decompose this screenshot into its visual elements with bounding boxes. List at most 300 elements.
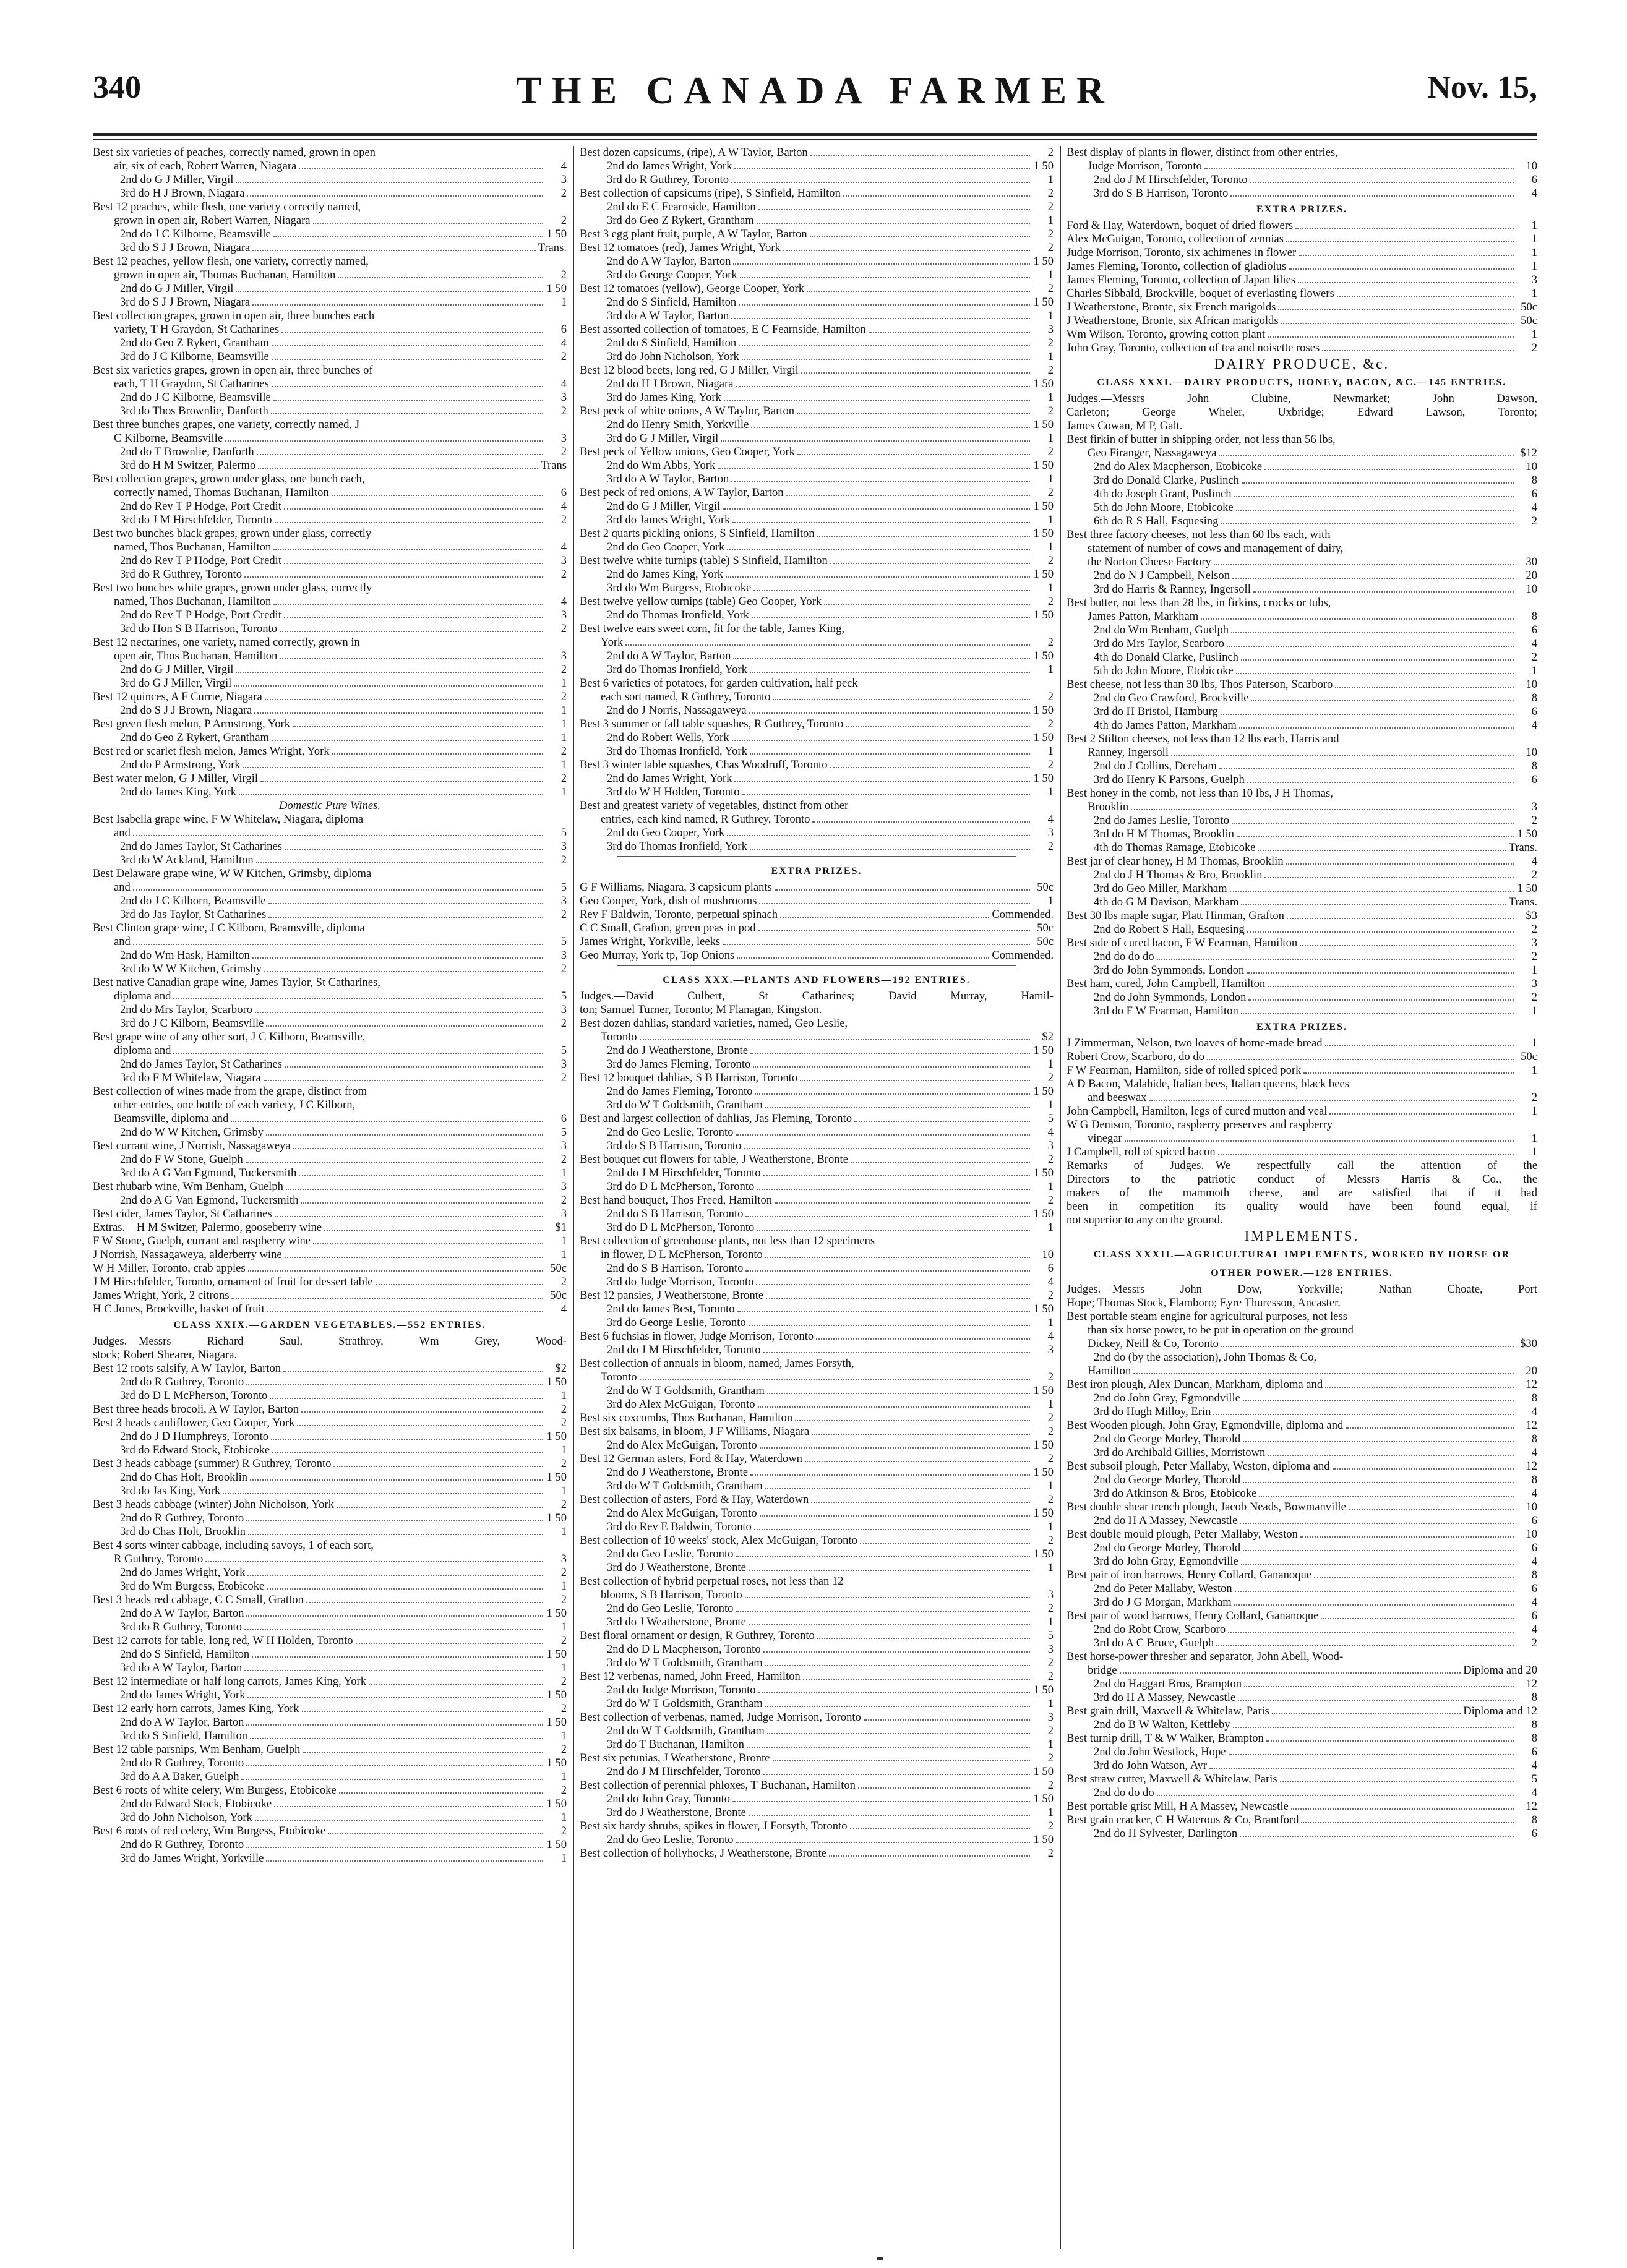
leader-dots	[830, 563, 1030, 564]
prize-entry-placing	[93, 1757, 567, 1770]
prize-amount: 6	[1531, 1745, 1537, 1758]
entry-text: James Fleming, Toronto, collection of gladiolus	[1067, 260, 1287, 273]
prize-entry-placing	[580, 1602, 1054, 1615]
prize-entry-placing	[580, 160, 1054, 173]
leader-dots	[732, 740, 1030, 741]
leader-dots	[303, 1752, 543, 1753]
entry-text: 2nd do John Gray, Toronto	[607, 1792, 731, 1805]
prize-amount: 2	[1047, 636, 1054, 649]
leader-dots	[737, 1311, 1031, 1312]
judges-text	[93, 1335, 567, 1348]
leader-dots	[243, 767, 543, 768]
prize-entry	[1067, 1609, 1537, 1623]
prize-entry-placing	[580, 350, 1054, 364]
prize-amount: 1	[1531, 664, 1537, 677]
prize-amount: 3	[560, 554, 567, 567]
prize-entry-placing	[580, 663, 1054, 677]
prize-amount: 2	[1047, 1724, 1054, 1737]
prize-amount: 1 50	[1517, 882, 1537, 895]
prize-amount: 1 50	[1033, 418, 1054, 431]
prize-entry-placing	[1067, 1473, 1537, 1487]
entry-text: 3rd do J Weatherstone, Bronte	[607, 1561, 746, 1574]
judges-text	[580, 990, 1054, 1003]
prize-entry-placing	[580, 1697, 1054, 1711]
leader-dots	[272, 740, 543, 741]
prize-entry-placing	[93, 568, 567, 581]
prize-amount: 4	[560, 160, 567, 173]
leader-dots	[1213, 1414, 1514, 1415]
prize-amount: 2	[560, 1275, 567, 1288]
leader-dots	[752, 617, 1030, 618]
entry-text: Best 12 peaches, white flesh, one variety correctly named,	[93, 200, 361, 213]
entry-text: John Campbell, Hamilton, legs of cured mutton and veal	[1067, 1105, 1328, 1118]
prize-entry-continued	[93, 486, 567, 500]
entry-text: Best 12 tomatoes (red), James Wright, York	[580, 241, 781, 254]
prize-amount: 2	[560, 1017, 567, 1030]
leader-dots	[283, 1371, 543, 1372]
entry-text: 3rd do Thomas Ironfield, York	[607, 745, 747, 758]
prize-amount: 2	[560, 513, 567, 526]
leader-dots	[1299, 255, 1514, 256]
prize-entry-continued	[580, 690, 1054, 704]
prize-entry	[580, 894, 1054, 908]
entry-text: open air, Thos Buchanan, Hamilton	[114, 649, 278, 662]
leader-dots	[1333, 1468, 1514, 1470]
leader-dots	[1272, 1713, 1461, 1714]
leader-dots	[1157, 1795, 1514, 1796]
text-line: Judges.—Messrs John Clubine, Newmarket; John Dawson,	[1067, 392, 1537, 405]
leader-dots	[739, 304, 1030, 306]
prize-entry	[1067, 1050, 1537, 1064]
leader-dots	[1286, 863, 1514, 865]
prize-entry	[580, 187, 1054, 200]
prize-amount: 20	[1526, 569, 1537, 582]
leader-dots	[1229, 1754, 1514, 1755]
prize-amount: 4	[1531, 1786, 1537, 1799]
entry-text: in flower, D L McPherson, Toronto	[601, 1248, 763, 1261]
prize-entry-placing	[1067, 1786, 1537, 1800]
entry-text: Best Clinton grape wine, J C Kilborn, Beamsville, diploma	[93, 922, 365, 935]
leader-dots	[231, 1298, 543, 1299]
leader-dots	[1280, 1781, 1514, 1782]
entry-text: Judge Morrison, Toronto	[1088, 160, 1202, 173]
entry-text: Best collection grapes, grown in open air, three bunches each	[93, 309, 375, 322]
prize-entry	[580, 935, 1054, 949]
entry-text: Best collection of 10 weeks' stock, Alex McGuigan, Toronto	[580, 1534, 857, 1547]
entry-text: Extras.—H M Switzer, Palermo, gooseberry wine	[93, 1221, 322, 1234]
prize-entry	[93, 922, 567, 935]
prize-entry	[1067, 1500, 1537, 1514]
prize-amount: 1	[1047, 894, 1054, 907]
prize-amount: 2	[1047, 187, 1054, 200]
entry-text: named, Thos Buchanan, Hamilton	[114, 541, 272, 554]
entry-text: Best 12 table parsnips, Wm Benham, Guelph	[93, 1743, 301, 1756]
prize-amount: 8	[1531, 1432, 1537, 1445]
prize-entry-placing	[580, 1384, 1054, 1398]
entry-text: Ford & Hay, Waterdown, boquet of dried flowers	[1067, 219, 1294, 232]
prize-entry-placing	[580, 1166, 1054, 1180]
prize-amount: 1 50	[546, 1838, 567, 1851]
prize-entry	[93, 1139, 567, 1153]
prize-entry-placing	[580, 826, 1054, 840]
entry-text: 2nd do Judge Morrison, Toronto	[607, 1684, 756, 1697]
leader-dots	[286, 1189, 543, 1190]
prize-amount: 1	[1047, 541, 1054, 554]
prize-entry	[580, 1670, 1054, 1684]
entry-text: Best straw cutter, Maxwell & Whitelaw, Paris	[1067, 1773, 1277, 1786]
entry-text: 2nd do Chas Holt, Brooklin	[120, 1471, 248, 1484]
prize-entry-placing	[1067, 187, 1537, 200]
entry-text: Best floral ornament or design, R Guthrey, Toronto	[580, 1629, 815, 1642]
entry-text: 3rd do Geo Z Rykert, Grantham	[607, 214, 754, 227]
prize-amount: 2	[1531, 868, 1537, 881]
prize-entry	[580, 717, 1054, 731]
entry-text: 2nd do Geo Z Rykert, Grantham	[120, 731, 269, 744]
prize-entry	[93, 1180, 567, 1194]
prize-entry	[93, 717, 567, 731]
leader-dots	[1241, 1564, 1514, 1565]
column-right	[1067, 146, 1537, 2252]
prize-amount: 3	[560, 391, 567, 404]
entry-text: other entries, one bottle of each variety, J C Kilborn,	[114, 1098, 356, 1111]
entry-text: Best bouquet cut flowers for table, J Weatherstone, Bronte	[580, 1153, 848, 1166]
leader-dots	[830, 767, 1030, 768]
entry-text: Best pair of wood harrows, Henry Collard, Gananoque	[1067, 1609, 1319, 1622]
prize-amount: 1	[1531, 1145, 1537, 1158]
leader-dots	[1325, 1045, 1514, 1046]
prize-entry	[1067, 246, 1537, 260]
entry-text: Toronto	[601, 1371, 637, 1384]
entry-text: Best dozen dahlias, standard varieties, named, Geo Leslie,	[580, 1017, 848, 1030]
entry-text: 2nd do J M Hirschfelder, Toronto	[1094, 173, 1248, 186]
prize-amount: 2	[1047, 554, 1054, 567]
prize-entry-placing	[580, 1520, 1054, 1534]
leader-dots	[775, 1202, 1030, 1204]
prize-amount: 3	[560, 649, 567, 662]
entry-text: 3rd do J M Hirschfelder, Toronto	[120, 513, 272, 526]
entry-text: 2nd do Henry Smith, Yorkville	[607, 418, 749, 431]
prize-amount: 2	[1047, 1371, 1054, 1384]
judges-text	[1067, 1296, 1537, 1310]
prize-amount: 12	[1526, 1677, 1537, 1690]
leader-dots	[749, 1325, 1030, 1326]
prize-amount: 1	[1047, 513, 1054, 526]
prize-amount: 6	[1531, 705, 1537, 718]
leader-dots	[133, 889, 543, 891]
entry-text: 2nd do Alex McGuigan, Toronto	[607, 1439, 757, 1452]
prize-amount: 2	[560, 690, 567, 703]
prize-amount: 50c	[1037, 922, 1054, 935]
prize-amount: 2	[1047, 486, 1054, 499]
prize-entry-placing	[580, 1343, 1054, 1357]
prize-amount: 1	[1531, 1132, 1537, 1145]
entry-text: Best 12 carrots for table, long red, W H Holden, Toronto	[93, 1634, 353, 1647]
prize-entry-continued	[580, 1248, 1054, 1262]
leader-dots	[266, 1860, 543, 1862]
prize-amount: 3	[560, 1003, 567, 1016]
prize-amount: 1	[1047, 173, 1054, 186]
prize-entry	[1067, 678, 1537, 691]
prize-entry-placing	[580, 1126, 1054, 1139]
entry-text: the Norton Cheese Factory	[1088, 555, 1211, 568]
prize-entry	[1067, 1077, 1537, 1091]
prize-amount: 6	[1531, 773, 1537, 786]
prize-amount: 1	[1047, 1520, 1054, 1533]
prize-entry	[93, 1403, 567, 1416]
prize-entry	[580, 677, 1054, 690]
entry-text: 2nd do G J Miller, Virgil	[120, 173, 234, 186]
prize-amount: 1 50	[1033, 459, 1054, 472]
prize-entry-continued	[1067, 555, 1537, 569]
leader-dots	[247, 1575, 543, 1576]
prize-entry-continued	[93, 160, 567, 173]
judges-text	[1067, 1159, 1537, 1173]
entry-text: 2nd do A W Taylor, Barton	[607, 255, 731, 268]
entry-text: 4th do G M Davison, Markham	[1094, 896, 1239, 909]
prize-entry-continued	[93, 1112, 567, 1126]
leader-dots	[246, 1615, 543, 1617]
prize-amount: 1	[560, 1444, 567, 1457]
entry-text: Best collection of annuals in bloom, named, James Forsyth,	[580, 1357, 854, 1370]
column-divider	[573, 146, 574, 2249]
leader-dots	[812, 821, 1030, 823]
prize-entry	[580, 622, 1054, 636]
prize-entry	[580, 241, 1054, 255]
prize-entry-placing	[580, 1044, 1054, 1058]
prize-amount: Trans.	[538, 241, 567, 254]
entry-text: Best pair of iron harrows, Henry Collard, Gananoque	[1067, 1568, 1312, 1581]
leader-dots	[239, 794, 543, 795]
leader-dots	[850, 1828, 1031, 1829]
entry-text: Best collection grapes, grown under glass, one bunch each,	[93, 473, 365, 486]
prize-amount: 1	[1047, 1098, 1054, 1111]
prize-amount: 2	[1047, 404, 1054, 417]
entry-text: 2nd do W T Goldsmith, Grantham	[607, 1384, 765, 1397]
prize-amount: 1	[1047, 663, 1054, 676]
entry-text: Best and largest collection of dahlias, Jas Fleming, Toronto	[580, 1112, 852, 1125]
prize-amount: 1	[560, 704, 567, 717]
leader-dots	[1250, 182, 1514, 183]
entry-text: 3rd do John Nicholson, York	[120, 1811, 252, 1824]
prize-entry-placing	[1067, 882, 1537, 896]
prize-amount: 2	[560, 1457, 567, 1470]
prize-entry	[580, 486, 1054, 500]
leader-dots	[1335, 687, 1514, 688]
prize-amount: Trans	[541, 459, 567, 472]
prize-amount: 10	[1526, 460, 1537, 473]
entry-text: 2nd do do do	[1094, 950, 1154, 963]
prize-amount: 3	[1047, 1343, 1054, 1356]
entry-text: 3rd do Henry K Parsons, Guelph	[1094, 773, 1245, 786]
entry-text: Judge Morrison, Toronto, six achimenes in flower	[1067, 246, 1297, 259]
prize-entry-placing	[580, 1180, 1054, 1194]
entry-text: Best 12 nectarines, one variety, named correctly, grown in	[93, 636, 360, 649]
entry-text: 2nd do Geo Cooper, York	[607, 541, 725, 554]
leader-dots	[734, 168, 1030, 169]
prize-entry-placing	[93, 949, 567, 962]
prize-entry-placing	[1067, 1351, 1537, 1364]
leader-dots	[805, 1461, 1030, 1462]
prize-entry-continued	[93, 595, 567, 609]
entry-text: A D Bacon, Malahide, Italian bees, Italian queens, black bees	[1067, 1077, 1349, 1090]
prize-entry-placing	[1067, 623, 1537, 637]
leader-dots	[284, 617, 543, 618]
prize-amount: 1 50	[1033, 500, 1054, 513]
prize-entry	[580, 404, 1054, 418]
prize-entry-placing	[580, 1507, 1054, 1520]
prize-amount: 1 50	[546, 1376, 567, 1389]
prize-amount: 1	[1047, 1615, 1054, 1628]
prize-amount: 2	[1047, 1752, 1054, 1765]
text-line: Judges.—Messrs Richard Saul, Strathroy, Wm Grey, Wood-	[93, 1335, 567, 1348]
prize-entry	[580, 1357, 1054, 1371]
leader-dots	[733, 658, 1030, 659]
entry-text: 2nd do Alex McGuigan, Toronto	[607, 1507, 757, 1520]
prize-entry	[93, 418, 567, 432]
prize-entry	[93, 1634, 567, 1648]
prize-entry-placing	[93, 1607, 567, 1620]
entry-text: 3rd do S J J Brown, Niagara	[120, 296, 251, 309]
leader-dots	[747, 1747, 1030, 1748]
entry-text: Best ham, cured, John Campbell, Hamilton	[1067, 977, 1266, 990]
leader-dots	[1171, 755, 1514, 756]
prize-amount: 2	[1531, 991, 1537, 1004]
entry-text: Best cheese, not less than 30 lbs, Thos Paterson, Scarboro	[1067, 678, 1333, 691]
prize-amount: 2	[560, 1498, 567, 1511]
subsection-heading: Domestic Pure Wines.	[278, 799, 381, 812]
prize-entry-placing	[580, 336, 1054, 350]
leader-dots	[1209, 1768, 1514, 1769]
entry-text: 2nd do S Sinfield, Hamilton	[607, 336, 737, 349]
entry-text: R Guthrey, Toronto	[114, 1552, 204, 1565]
judges-text	[1067, 1173, 1537, 1186]
leader-dots	[1253, 591, 1514, 593]
entry-text: 5th do John Moore, Etobicoke	[1094, 664, 1234, 677]
prize-entry-placing	[580, 840, 1054, 854]
prize-entry-placing	[93, 445, 567, 459]
judges-text	[1067, 1200, 1537, 1213]
entry-text: 2nd do Geo Z Rykert, Grantham	[120, 336, 269, 349]
leader-dots	[736, 1134, 1030, 1136]
leader-dots	[272, 386, 543, 387]
prize-entry-placing	[93, 404, 567, 418]
leader-dots	[758, 1692, 1030, 1693]
leader-dots	[1243, 1400, 1514, 1401]
leader-dots	[851, 1162, 1030, 1163]
prize-entry-placing	[93, 1444, 567, 1457]
prize-amount: 1	[1047, 1221, 1054, 1234]
entry-text: J Campbell, roll of spiced bacon	[1067, 1145, 1216, 1158]
prize-entry	[580, 881, 1054, 894]
leader-dots	[1238, 1700, 1514, 1701]
entry-text: 3rd do Thos Brownlie, Danforth	[120, 404, 268, 417]
prize-amount: 10	[1526, 583, 1537, 596]
leader-dots	[270, 1398, 543, 1399]
prize-entry-placing	[93, 513, 567, 527]
entry-text: C Kilborne, Beamsville	[114, 432, 223, 445]
entry-text: 2nd do Geo Leslie, Toronto	[607, 1602, 734, 1615]
entry-text: 3rd do F M Whitelaw, Niagara	[120, 1071, 261, 1084]
leader-dots	[280, 658, 543, 659]
prize-entry	[93, 1289, 567, 1303]
prize-entry-placing	[580, 1806, 1054, 1820]
entry-text: Best 6 varieties of potatoes, for garden cultivation, half peck	[580, 677, 858, 690]
leader-dots	[755, 1093, 1030, 1095]
entry-text: 3rd do W T Goldsmith, Grantham	[607, 1697, 763, 1710]
prize-amount: 3	[1047, 1643, 1054, 1656]
prize-amount: 8	[1531, 610, 1537, 623]
prize-entry	[93, 813, 567, 826]
leader-dots	[803, 1679, 1030, 1680]
prize-amount: 3	[560, 1058, 567, 1071]
prize-entry	[580, 554, 1054, 568]
prize-entry-placing	[1067, 841, 1537, 855]
prize-amount: 1	[1047, 1738, 1054, 1751]
prize-amount: 4	[560, 541, 567, 554]
prize-amount: 1	[560, 1811, 567, 1824]
prize-entry-placing	[580, 1466, 1054, 1479]
prize-amount: 12	[1526, 1419, 1537, 1432]
prize-entry-placing	[93, 704, 567, 717]
prize-entry	[580, 445, 1054, 459]
leader-dots	[1268, 336, 1514, 338]
prize-amount: 1 50	[546, 282, 567, 295]
entry-text: Best 2 quarts pickling onions, S Sinfield, Hamilton	[580, 527, 815, 540]
prize-entry-placing	[1067, 637, 1537, 651]
entry-text: 2nd do James Leslie, Toronto	[1094, 814, 1229, 827]
leader-dots	[234, 685, 543, 687]
leader-dots	[817, 1638, 1030, 1639]
entry-text: 3rd do S J J Brown, Niagara	[120, 241, 251, 254]
prize-entry	[580, 949, 1054, 962]
prize-entry-placing	[580, 1303, 1054, 1316]
prize-amount: 2	[1047, 1779, 1054, 1792]
entry-text: Best 6 fuchsias in flower, Judge Morrison, Toronto	[580, 1330, 814, 1343]
prize-entry	[93, 1275, 567, 1289]
prize-amount: 1	[1047, 581, 1054, 594]
prize-entry-placing	[1067, 691, 1537, 705]
entry-text: Alex McGuigan, Toronto, collection of zennias	[1067, 233, 1284, 246]
prize-amount: 2	[1047, 595, 1054, 608]
prize-amount: 5	[560, 1126, 567, 1139]
leader-dots	[742, 794, 1030, 795]
leader-dots	[1291, 1808, 1514, 1810]
prize-entry-placing	[93, 1430, 567, 1444]
prize-amount: 8	[1531, 474, 1537, 487]
entry-text: Best peck of red onions, A W Taylor, Barton	[580, 486, 784, 499]
prize-amount: 2	[560, 1071, 567, 1084]
prize-amount: 1	[560, 758, 567, 771]
leader-dots	[241, 1779, 543, 1780]
prize-entry-placing	[93, 1484, 567, 1498]
prize-amount: 2	[560, 214, 567, 227]
column-left	[93, 146, 567, 2252]
prize-amount: 6	[1531, 487, 1537, 500]
prize-entry-placing	[93, 391, 567, 404]
prize-entry	[1067, 936, 1537, 950]
leader-dots	[272, 1452, 543, 1453]
prize-entry	[93, 772, 567, 785]
leader-dots	[1219, 768, 1514, 769]
entry-text: Best water melon, G J Miller, Virgil	[93, 772, 259, 785]
prize-entry-placing	[1067, 474, 1537, 487]
leader-dots	[723, 508, 1030, 510]
prize-entry-placing	[93, 622, 567, 636]
leader-dots	[266, 1134, 543, 1136]
leader-dots	[854, 1121, 1030, 1122]
leader-dots	[258, 468, 538, 469]
entry-text: 2nd do J M Hirschfelder, Toronto	[607, 1765, 761, 1778]
